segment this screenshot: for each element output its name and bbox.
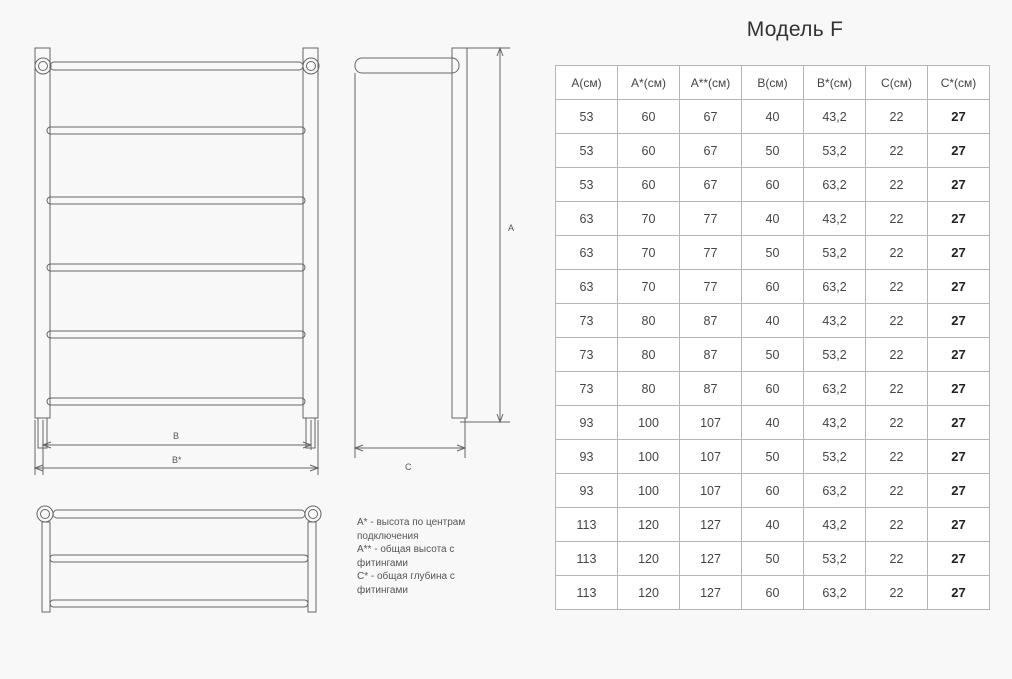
table-cell: 100 xyxy=(618,440,680,474)
table-cell: 113 xyxy=(556,576,618,610)
label-c: C xyxy=(405,462,412,472)
table-cell: 80 xyxy=(618,338,680,372)
table-row xyxy=(556,372,990,406)
table-cell: 43,2 xyxy=(804,406,866,440)
right-fitting-inner xyxy=(307,62,316,71)
header-c-star: C*(см) xyxy=(928,66,990,100)
table-cell: 22 xyxy=(866,542,928,576)
table-cell: 93 xyxy=(556,474,618,508)
table-cell: 63,2 xyxy=(804,270,866,304)
notes xyxy=(357,516,527,597)
table-cell: 50 xyxy=(742,542,804,576)
table-cell: 113 xyxy=(556,508,618,542)
table-row xyxy=(556,270,990,304)
top-view xyxy=(37,506,321,612)
table-cell: 27 xyxy=(928,440,990,474)
table-cell: 53 xyxy=(556,100,618,134)
table-cell: 127 xyxy=(680,508,742,542)
table-cell: 22 xyxy=(866,168,928,202)
table-cell: 53,2 xyxy=(804,542,866,576)
table-cell: 27 xyxy=(928,372,990,406)
table-row xyxy=(556,406,990,440)
table-cell: 43,2 xyxy=(804,304,866,338)
side-view xyxy=(355,48,510,458)
table-body xyxy=(556,100,990,610)
table-cell: 53,2 xyxy=(804,236,866,270)
table-cell: 100 xyxy=(618,406,680,440)
top-view-top-rail xyxy=(53,510,305,518)
left-upright xyxy=(35,48,50,418)
note-line: A* - высота по центрам xyxy=(357,517,466,528)
table-row xyxy=(556,440,990,474)
table-cell: 73 xyxy=(556,338,618,372)
note-line: фитингами xyxy=(357,584,408,596)
right-upright xyxy=(303,48,318,418)
top-right-fitting xyxy=(305,506,321,522)
table-row xyxy=(556,236,990,270)
table-cell: 27 xyxy=(928,304,990,338)
table-cell: 73 xyxy=(556,304,618,338)
header-a-star: A*(см) xyxy=(618,66,680,100)
dimension-b-star xyxy=(35,420,318,475)
note-line: A** - общая высота с xyxy=(357,544,455,555)
top-right-fitting-inner xyxy=(309,510,318,519)
table-cell: 60 xyxy=(618,100,680,134)
table-cell: 22 xyxy=(866,236,928,270)
table-cell: 107 xyxy=(680,474,742,508)
table-cell: 22 xyxy=(866,270,928,304)
table-cell: 60 xyxy=(742,576,804,610)
left-fitting-inner xyxy=(39,62,48,71)
table-cell: 40 xyxy=(742,202,804,236)
table-cell: 27 xyxy=(928,134,990,168)
table-cell: 67 xyxy=(680,100,742,134)
rung-5 xyxy=(47,398,305,405)
table-cell: 70 xyxy=(618,202,680,236)
table-cell: 127 xyxy=(680,576,742,610)
table-cell: 60 xyxy=(742,474,804,508)
table-row xyxy=(556,134,990,168)
header-a: A(см) xyxy=(556,66,618,100)
table-cell: 53,2 xyxy=(804,134,866,168)
table-row xyxy=(556,576,990,610)
table-cell: 53,2 xyxy=(804,440,866,474)
left-fitting xyxy=(35,58,51,74)
table-cell: 120 xyxy=(618,508,680,542)
table-cell: 22 xyxy=(866,100,928,134)
top-view-left-side xyxy=(42,522,50,612)
rung-1 xyxy=(47,127,305,134)
table-cell: 53 xyxy=(556,134,618,168)
table-cell: 63,2 xyxy=(804,372,866,406)
table-cell: 77 xyxy=(680,236,742,270)
table-cell: 27 xyxy=(928,202,990,236)
table-cell: 77 xyxy=(680,270,742,304)
spec-table xyxy=(555,65,990,610)
table-cell: 43,2 xyxy=(804,100,866,134)
table-cell: 107 xyxy=(680,406,742,440)
table-cell: 27 xyxy=(928,474,990,508)
table-cell: 93 xyxy=(556,406,618,440)
dimension-b xyxy=(43,420,311,475)
table-cell: 60 xyxy=(618,168,680,202)
table-row xyxy=(556,474,990,508)
table-cell: 27 xyxy=(928,508,990,542)
table-cell: 22 xyxy=(866,508,928,542)
table-cell: 43,2 xyxy=(804,508,866,542)
table-cell: 50 xyxy=(742,236,804,270)
top-left-fitting-inner xyxy=(41,510,50,519)
table-cell: 60 xyxy=(742,372,804,406)
table-cell: 22 xyxy=(866,202,928,236)
table-cell: 27 xyxy=(928,270,990,304)
top-left-fitting xyxy=(37,506,53,522)
table-cell: 80 xyxy=(618,304,680,338)
table-row xyxy=(556,202,990,236)
header-a-2star: A**(см) xyxy=(680,66,742,100)
table-cell: 63,2 xyxy=(804,576,866,610)
table-cell: 60 xyxy=(742,168,804,202)
table-header-row xyxy=(556,66,990,100)
top-rail xyxy=(50,62,303,70)
top-view-right-side xyxy=(308,522,316,612)
table-cell: 22 xyxy=(866,372,928,406)
table-cell: 70 xyxy=(618,236,680,270)
table-cell: 63 xyxy=(556,270,618,304)
table-cell: 22 xyxy=(866,134,928,168)
table-cell: 63,2 xyxy=(804,168,866,202)
note-line: C* - общая глубина с xyxy=(357,571,455,582)
table-cell: 100 xyxy=(618,474,680,508)
right-fitting xyxy=(303,58,319,74)
table-row xyxy=(556,304,990,338)
table-cell: 77 xyxy=(680,202,742,236)
table-cell: 40 xyxy=(742,100,804,134)
table-cell: 27 xyxy=(928,542,990,576)
table-cell: 27 xyxy=(928,236,990,270)
table-cell: 43,2 xyxy=(804,202,866,236)
table-cell: 27 xyxy=(928,338,990,372)
table-row xyxy=(556,338,990,372)
table-cell: 22 xyxy=(866,304,928,338)
table-cell: 113 xyxy=(556,542,618,576)
table-row xyxy=(556,508,990,542)
label-a: A xyxy=(508,223,515,233)
table-cell: 67 xyxy=(680,134,742,168)
label-b: B xyxy=(173,431,180,441)
rung-4 xyxy=(47,331,305,338)
table-cell: 40 xyxy=(742,406,804,440)
table-cell: 50 xyxy=(742,338,804,372)
table-cell: 60 xyxy=(618,134,680,168)
side-upright xyxy=(452,48,467,418)
table-row xyxy=(556,542,990,576)
table-cell: 22 xyxy=(866,440,928,474)
table-cell: 87 xyxy=(680,338,742,372)
table-cell: 22 xyxy=(866,474,928,508)
table-cell: 67 xyxy=(680,168,742,202)
header-b: B(см) xyxy=(742,66,804,100)
note-line: фитингами xyxy=(357,557,408,569)
table-cell: 107 xyxy=(680,440,742,474)
rung-3 xyxy=(47,264,305,271)
table-cell: 53 xyxy=(556,168,618,202)
top-view-rung-2 xyxy=(50,600,308,607)
table-cell: 63 xyxy=(556,202,618,236)
header-c: C(см) xyxy=(866,66,928,100)
rung-2 xyxy=(47,197,305,204)
side-rail xyxy=(355,58,459,73)
header-b-star: B*(см) xyxy=(804,66,866,100)
table-cell: 87 xyxy=(680,304,742,338)
table-cell: 27 xyxy=(928,406,990,440)
table-cell: 63 xyxy=(556,236,618,270)
table-cell: 80 xyxy=(618,372,680,406)
table-cell: 22 xyxy=(866,338,928,372)
table-cell: 50 xyxy=(742,134,804,168)
table-row xyxy=(556,100,990,134)
table-cell: 53,2 xyxy=(804,338,866,372)
table-cell: 50 xyxy=(742,440,804,474)
table-cell: 120 xyxy=(618,542,680,576)
top-view-rung-1 xyxy=(50,555,308,562)
table-cell: 127 xyxy=(680,542,742,576)
table-cell: 63,2 xyxy=(804,474,866,508)
table-cell: 70 xyxy=(618,270,680,304)
table-cell: 93 xyxy=(556,440,618,474)
table-row xyxy=(556,168,990,202)
note-line: подключения xyxy=(357,530,419,542)
table-cell: 27 xyxy=(928,100,990,134)
table-cell: 120 xyxy=(618,576,680,610)
table-cell: 22 xyxy=(866,576,928,610)
table-cell: 27 xyxy=(928,168,990,202)
table-cell: 60 xyxy=(742,270,804,304)
page-title: Модель F xyxy=(746,18,844,41)
table-cell: 87 xyxy=(680,372,742,406)
front-view xyxy=(35,48,319,448)
table-cell: 40 xyxy=(742,304,804,338)
table-cell: 22 xyxy=(866,406,928,440)
label-b-star: B* xyxy=(172,455,182,465)
table-cell: 27 xyxy=(928,576,990,610)
table-cell: 40 xyxy=(742,508,804,542)
table-cell: 73 xyxy=(556,372,618,406)
